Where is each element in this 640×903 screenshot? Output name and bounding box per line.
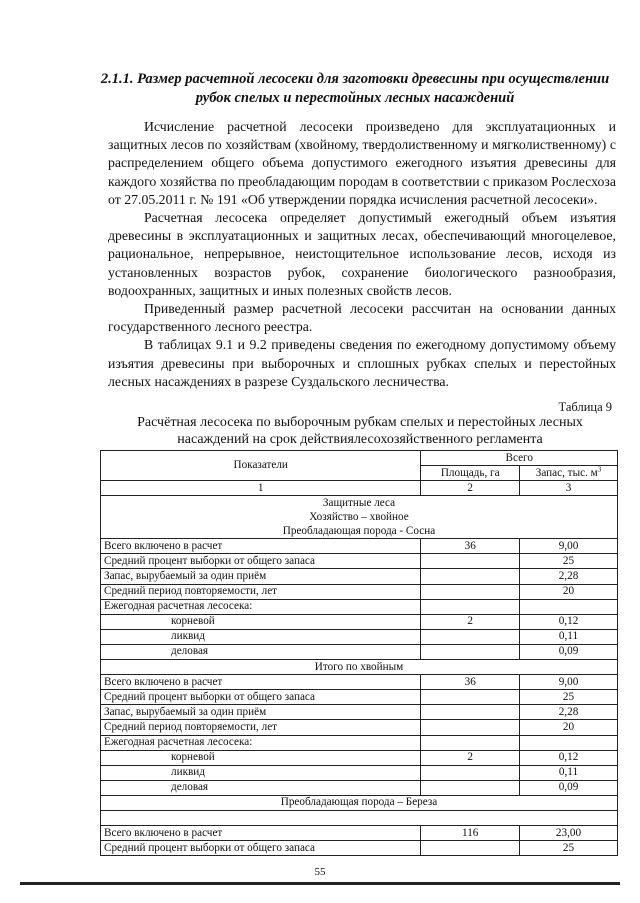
table-number: Таблица 9 [558, 400, 612, 414]
row-area [421, 599, 520, 614]
row-stock: 25 [519, 554, 617, 569]
table-caption: Расчётная лесосека по выборочным рубкам спелых и перестойных лесных насаждений на срок действиялесохозяйственного регламента [137, 415, 583, 447]
row-stock: 9,00 [519, 539, 617, 554]
subtotal-label: Итого по хвойным [101, 660, 618, 675]
subtotal-label-row [101, 660, 618, 675]
table-row [101, 841, 618, 856]
row-label: Средний процент выборки от общего запаса [101, 690, 421, 705]
row-label: Средний процент выборки от общего запаса [101, 841, 421, 856]
table-row [101, 826, 618, 841]
row-label: Средний период повторяемости, лет [101, 720, 421, 735]
column-number: 3 [519, 481, 617, 496]
row-label: Ежегодная расчетная лесосека: [101, 599, 421, 614]
table-row [101, 690, 618, 705]
table-row [101, 675, 618, 690]
group-header [101, 496, 618, 539]
group-forest-type: Защитные леса [322, 497, 396, 510]
table-row [101, 584, 618, 599]
section-heading-line1: 2.1.1. Размер расчетной лесосеки для заготовки древесины при осуществлении [100, 71, 610, 87]
paragraph: Приведенный размер расчетной лесосеки рассчитан на основании данных государственного лесного реестра. [108, 301, 616, 335]
row-area: 36 [421, 675, 520, 690]
row-stock: 25 [519, 841, 617, 856]
row-area [421, 629, 520, 644]
table-row [101, 599, 618, 614]
row-stock [519, 599, 617, 614]
table-row [101, 705, 618, 720]
row-stock: 0,12 [519, 614, 617, 629]
section-heading [100, 70, 610, 108]
row-stock: 0,09 [519, 780, 617, 795]
section-heading-line2: рубок спелых и перестойных лесных насаждений [195, 90, 515, 106]
row-stock: 0,11 [519, 629, 617, 644]
table-row [101, 539, 618, 554]
row-area [421, 720, 520, 735]
body-text [108, 118, 616, 391]
row-stock: 2,28 [519, 569, 617, 584]
row-area [421, 569, 520, 584]
row-label: Всего включено в расчет [101, 675, 421, 690]
row-area [421, 705, 520, 720]
group-farm-type: Хозяйство – хвойное [309, 511, 409, 524]
paragraph: Исчисление расчетной лесосеки произведено для эксплуатационных и защитных лесов по хозяйствам (хвойному, твердолиственному и мягколиственному) с распределением общего объема допустимого ежегодного изъятия древесины для каждого хозяйства по преобладающим породам в соответствии с приказом Рослесхоза от 27.05.2011 г. № 191 «Об утверждении порядка исчисления расчетной лесосеки». [108, 119, 616, 207]
table-row [101, 720, 618, 735]
allowable-cut-table [100, 450, 618, 856]
header-stock-label: Запас, тыс. м [535, 466, 598, 479]
table-row [101, 765, 618, 780]
row-label: деловая [101, 780, 421, 795]
header-area: Площадь, га [421, 466, 520, 481]
row-label: корневой [101, 750, 421, 765]
row-stock: 2,28 [519, 705, 617, 720]
row-stock: 20 [519, 584, 617, 599]
row-label: деловая [101, 644, 421, 659]
table-column-numbers [101, 481, 618, 496]
empty-spacer-row [101, 810, 618, 825]
row-area [421, 780, 520, 795]
table-row [101, 569, 618, 584]
column-number: 2 [421, 481, 520, 496]
table-body [101, 496, 618, 856]
header-indicators: Показатели [101, 451, 421, 481]
group-species: Преобладающая порода - Сосна [282, 525, 436, 538]
row-label: ликвид [101, 765, 421, 780]
row-area: 2 [421, 750, 520, 765]
row-area: 36 [421, 539, 520, 554]
table-row [101, 644, 618, 659]
species-group-label-row [101, 795, 618, 810]
row-stock: 9,00 [519, 675, 617, 690]
species-group-label: Преобладающая порода – Береза [101, 795, 618, 810]
row-stock: 0,09 [519, 644, 617, 659]
row-stock: 20 [519, 720, 617, 735]
row-label: ликвид [101, 629, 421, 644]
empty-spacer [101, 810, 618, 825]
table-row [101, 629, 618, 644]
row-stock: 0,12 [519, 750, 617, 765]
row-label: Средний процент выборки от общего запаса [101, 554, 421, 569]
row-area [421, 644, 520, 659]
row-label: Всего включено в расчет [101, 539, 421, 554]
row-label: Запас, вырубаемый за один приём [101, 705, 421, 720]
row-area [421, 690, 520, 705]
table-row [101, 780, 618, 795]
table-header-row [101, 451, 618, 466]
table-row [101, 735, 618, 750]
row-area [421, 584, 520, 599]
row-label: Средний период повторяемости, лет [101, 584, 421, 599]
table-row [101, 750, 618, 765]
footer-divider [20, 882, 620, 885]
row-label: корневой [101, 614, 421, 629]
column-number: 1 [101, 481, 421, 496]
row-area: 116 [421, 826, 520, 841]
header-stock [519, 466, 617, 481]
row-stock [519, 735, 617, 750]
page-number: 55 [314, 866, 326, 878]
row-area [421, 735, 520, 750]
paragraph: Расчетная лесосека определяет допустимый ежегодный объем изъятия древесины в эксплуатационных и защитных лесах, обеспечивающий многоцелевое, рациональное, непрерывное, неистощительное использование лесов, исходя из установленных возрастов рубок, сохранение биологического разнообразия, водоохранных, защитных и иных полезных свойств лесов. [108, 210, 616, 298]
row-stock: 0,11 [519, 765, 617, 780]
row-label: Всего включено в расчет [101, 826, 421, 841]
table-row [101, 614, 618, 629]
row-label: Запас, вырубаемый за один приём [101, 569, 421, 584]
table-row [101, 554, 618, 569]
paragraph: В таблицах 9.1 и 9.2 приведены сведения по ежегодному допустимому объему изъятия древесины при выборочных и сплошных рубках спелых и перестойных лесных насаждениях в разрезе Суздальского лесничества. [108, 337, 616, 389]
row-area [421, 841, 520, 856]
row-stock: 23,00 [519, 826, 617, 841]
row-stock: 25 [519, 690, 617, 705]
row-label: Ежегодная расчетная лесосека: [101, 735, 421, 750]
row-area: 2 [421, 614, 520, 629]
row-area [421, 765, 520, 780]
group-header-row [101, 496, 618, 539]
row-area [421, 554, 520, 569]
header-total: Всего [421, 451, 618, 466]
header-stock-sup: 3 [597, 464, 602, 473]
